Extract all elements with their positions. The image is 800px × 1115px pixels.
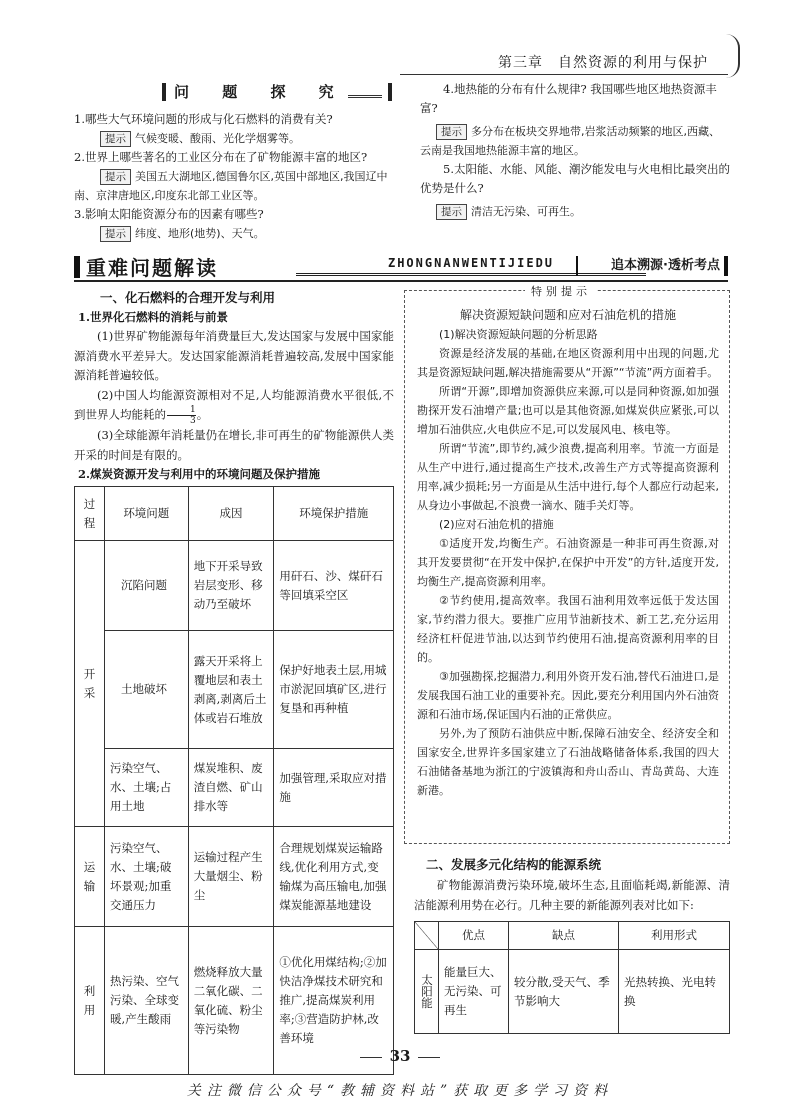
question-2: 2.世界上哪些著名的工业区分布在了矿物能源丰富的地区?	[74, 150, 368, 164]
special-paragraph: ③加强勘探,挖掘潜力,利用外资开发石油,替代石油进口,是发展我国石油工业的重要补充。因此,要充分利用国内外石油资源和石油市场,保证国内石油的正常供应。	[417, 670, 719, 721]
section2	[414, 854, 730, 1034]
question-1: 1.哪些大气环境问题的形成与化石燃料的消费有关?	[74, 112, 333, 126]
p2-text: (2)中国人均能源资源相对不足,人均能源消费水平很低,不到世界人均能耗的	[74, 387, 394, 422]
chapter-title: 第三章 自然资源的利用与保护	[498, 55, 708, 71]
page-number-text: 33	[389, 1047, 411, 1065]
hint-tag: 提示	[100, 169, 131, 185]
cause-cell: 煤炭堆积、废渣自燃、矿山排水等	[188, 749, 274, 827]
fraction	[167, 405, 196, 426]
cause-cell: 燃烧释放大量二氧化碳、二氧化硫、粉尘等污染物	[188, 927, 274, 1075]
table-row	[75, 541, 394, 631]
environment-table	[74, 486, 394, 1075]
fraction-numerator: 1	[167, 405, 196, 416]
special-paragraph: 资源是经济发展的基础,在地区资源利用中出现的问题,尤其是资源短缺问题,解决措施需要从“开源”“节流”两方面着手。	[417, 347, 719, 379]
section1-p3: (3)全球能源年消耗量仍在增长,非可再生的矿物能源供人类开采的时间是有限的。	[74, 428, 394, 462]
hint-4	[420, 122, 730, 160]
issue-cell: 污染空气、水、土壤;破坏景观;加重交通压力	[104, 827, 188, 927]
banner-title: 重难问题解读	[86, 256, 218, 280]
table-header-row	[75, 487, 394, 541]
banner-pinyin: ZHONGNANWENTIJIEDU	[296, 254, 646, 276]
explore-section-left	[74, 80, 404, 243]
section2-intro: 矿物能源消费污染环境,破坏生态,且面临耗竭,新能源、清洁能源利用势在必行。几种主要的新能源列表对比如下:	[414, 878, 730, 912]
special-paragraph: (1)解决资源短缺问题的分析思路	[439, 328, 598, 341]
hint-tag: 提示	[436, 124, 467, 140]
hint-3	[74, 224, 404, 243]
table-header: 优点	[439, 922, 509, 950]
question-4: 4.地热能的分布有什么规律? 我国哪些地区地热资源丰富?	[420, 82, 717, 115]
header-rule	[400, 74, 728, 75]
measure-cell: 用矸石、沙、煤矸石等回填采空区	[274, 541, 394, 631]
issue-cell: 沉陷问题	[104, 541, 188, 631]
table-header: 利用形式	[619, 922, 730, 950]
section2-title: 二、发展多元化结构的能源系统	[426, 857, 602, 872]
fraction-denominator: 3	[190, 416, 196, 426]
hint-tag: 提示	[100, 131, 131, 147]
footer-note: 关注微信公众号“教辅资料站”获取更多学习资料	[186, 1083, 614, 1099]
stage-cell: 开采	[75, 541, 105, 827]
table-header: 缺点	[509, 922, 619, 950]
hint-tag: 提示	[100, 226, 131, 242]
explore-section-right	[420, 80, 730, 221]
hint-5	[420, 202, 730, 221]
table-row	[75, 749, 394, 827]
special-paragraph: ①适度开发,均衡生产。石油资源是一种非可再生资源,对其开发要贯彻“在开发中保护,在保护中开发”的方针,适度开发,均衡生产,提高资源利用率。	[417, 537, 719, 588]
stage-cell: 运输	[75, 827, 105, 927]
table-row	[75, 631, 394, 749]
section1-title: 一、化石燃料的合理开发与利用	[100, 290, 276, 305]
use-cell: 光热转换、光电转换	[619, 950, 730, 1034]
question-5: 5.太阳能、水能、风能、潮汐能发电与火电相比最突出的优势是什么?	[420, 162, 730, 195]
table-row	[415, 950, 730, 1034]
pros-cell: 能量巨大、无污染、可再生	[439, 950, 509, 1034]
energy-name-cell: 太阳能	[415, 950, 439, 1034]
title-end-icon	[388, 83, 392, 101]
special-paragraph: 所谓“节流”,即节约,减少浪费,提高利用率。节流一方面是从生产中进行,通过提高生产技术,改善生产方式等提高资源利用率,减少损耗;另一方面是从生活中进行,每个人都应行动起来,从身边小事做起,不浪费一滴水、随手关灯等。	[417, 442, 719, 512]
section-banner	[74, 252, 728, 282]
measure-cell: 保护好地表土层,用城市淤泥回填矿区,进行复垦和再种植	[274, 631, 394, 749]
issue-cell: 热污染、空气污染、全球变暖,产生酸雨	[104, 927, 188, 1075]
issue-cell: 污染空气、水、土壤;占用土地	[104, 749, 188, 827]
hint-text: 气候变暖、酸雨、光化学烟雾等。	[135, 132, 300, 145]
table-row	[75, 827, 394, 927]
banner-divider	[576, 256, 578, 276]
stage-cell: 利用	[75, 927, 105, 1075]
special-tip-tag: 特别提示	[525, 283, 597, 301]
hint-2	[74, 167, 404, 205]
banner-tag: 追本溯源·透析考点	[611, 258, 720, 273]
table-header: 环境保护措施	[274, 487, 394, 541]
special-paragraph: (2)应对石油危机的措施	[439, 518, 554, 531]
table-header: 过程	[75, 487, 105, 541]
title-rule	[348, 86, 382, 98]
left-column	[74, 288, 394, 1075]
measure-cell: ①优化用煤结构;②加快洁净煤技术研究和推广,提高煤炭利用率;③营造防护林,改善环境	[274, 927, 394, 1075]
table-header-row	[415, 922, 730, 950]
section1-p2	[74, 386, 394, 427]
hint-text: 多分布在板块交界地带,岩浆活动频繁的地区,西藏、云南是我国地热能源丰富的地区。	[420, 125, 720, 157]
special-tip-box	[404, 285, 730, 844]
measure-cell: 加强管理,采取应对措施	[274, 749, 394, 827]
special-paragraph: 所谓“开源”,即增加资源供应来源,可以是同种资源,如加强勘探开发石油增产量;也可以是其他资源,如煤炭供应紧张,可以增加石油供应,火电供应不足,可以发展风电、核电等。	[417, 385, 719, 436]
banner-bar-icon	[74, 256, 80, 278]
explore-title: 问 题 探 究	[174, 83, 348, 101]
special-paragraph: ②节约使用,提高效率。我国石油利用效率远低于发达国家,节约潜力很大。要推广应用节油新技术、新工艺,充分运用经济杠杆促进节油,以达到节约使用石油,提高资源利用率的目的。	[417, 594, 719, 664]
explore-title-box	[162, 80, 392, 104]
cause-cell: 露天开采将上覆地层和表土剥离,剥离后土体或岩石堆放	[188, 631, 274, 749]
hint-text: 美国五大湖地区,德国鲁尔区,英国中部地区,我国辽中南、京津唐地区,印度东北部工业区等。	[74, 170, 388, 202]
issue-cell: 土地破坏	[104, 631, 188, 749]
page-dash	[360, 1057, 382, 1058]
table-header: 环境问题	[104, 487, 188, 541]
energy-table	[414, 921, 730, 1034]
title-bar-icon	[162, 83, 166, 101]
cons-cell: 较分散,受天气、季节影响大	[509, 950, 619, 1034]
p2-end: 。	[196, 407, 209, 422]
hint-text: 清洁无污染、可再生。	[471, 205, 581, 218]
special-tip-title: 解决资源短缺问题和应对石油危机的措施	[459, 308, 676, 322]
header-decoration	[726, 34, 740, 78]
hint-tag: 提示	[436, 204, 467, 220]
table-header: 成因	[188, 487, 274, 541]
banner-end-icon	[724, 256, 728, 276]
section1-sub2: 2.煤炭资源开发与利用中的环境问题及保护措施	[78, 467, 321, 481]
hint-1	[74, 129, 404, 148]
page-number	[0, 1044, 800, 1068]
measure-cell: 合理规划煤炭运输路线,优化利用方式,变输煤为高压输电,加强煤炭能源基地建设	[274, 827, 394, 927]
special-paragraph: 另外,为了预防石油供应中断,保障石油安全、经济安全和国家安全,世界许多国家建立了石油战略储备体系,我国的四大石油储备基地为浙江的宁波镇海和舟山岙山、青岛黄岛、大连新港。	[417, 727, 719, 797]
diagonal-header-cell	[415, 922, 439, 950]
question-3: 3.影响太阳能资源分布的因素有哪些?	[74, 207, 264, 221]
section1-sub1: 1.世界化石燃料的消耗与前景	[78, 310, 229, 324]
section1-p1: (1)世界矿物能源每年消费量巨大,发达国家与发展中国家能源消费水平差异大。发达国家能源消耗普遍较高,发展中国家能源消耗普遍较低。	[74, 329, 394, 382]
hint-text: 纬度、地形(地势)、天气。	[135, 227, 265, 240]
cause-cell: 地下开采导致岩层变形、移动乃至破坏	[188, 541, 274, 631]
page-dash	[418, 1057, 440, 1058]
cause-cell: 运输过程产生大量烟尘、粉尘	[188, 827, 274, 927]
